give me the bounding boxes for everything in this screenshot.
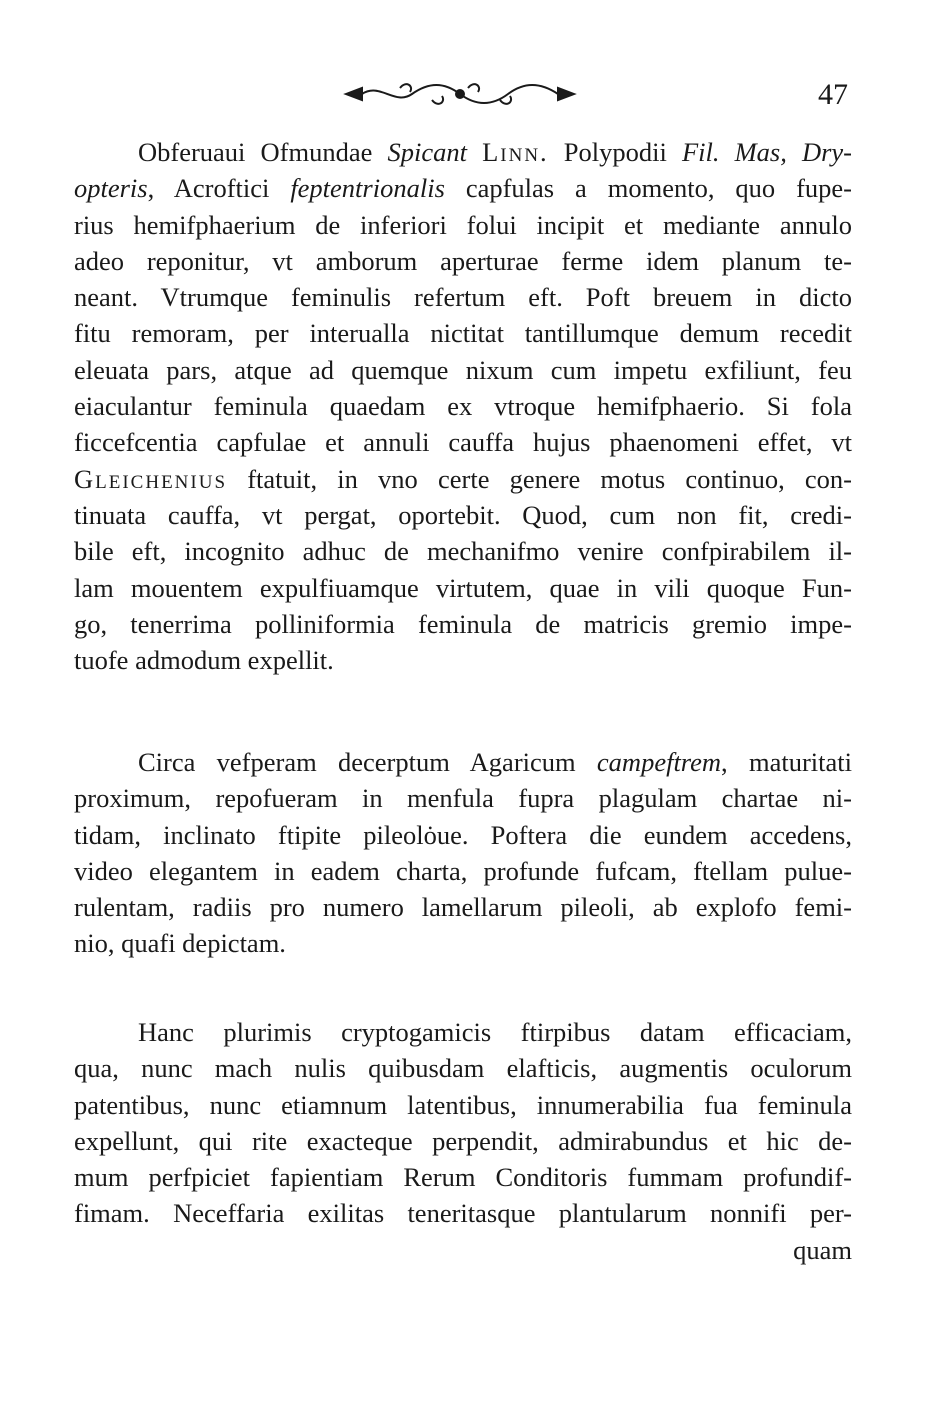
paragraph-2 bbox=[74, 744, 852, 962]
text-run: tinuata cauffa, vt pergat, oportebit. Quod, cum non fit, credi- bbox=[74, 499, 852, 530]
text-run: feptentrionalis bbox=[290, 173, 445, 204]
text-line bbox=[74, 497, 852, 533]
text-run: bile eft, incognito adhuc de mechanifmo venire confpirabilem il- bbox=[74, 536, 852, 567]
text-run bbox=[467, 137, 482, 167]
text-run: patentibus, nunc etiamnum latentibus, innumerabilia fua feminula bbox=[74, 1089, 852, 1120]
text-run: expellunt, qui rite exacteque perpendit, admirabundus et hic de- bbox=[74, 1125, 852, 1156]
text-run: , Acroftici bbox=[147, 173, 291, 204]
text-run: mum perfpiciet fapientiam Rerum Conditoris fummam profundif- bbox=[74, 1162, 852, 1193]
text-line bbox=[74, 1159, 852, 1195]
text-run: nio, quafi depictam. bbox=[74, 928, 286, 959]
text-run: eiaculantur feminula quaedam ex vtroque hemifphaerio. Si fola bbox=[74, 391, 852, 422]
text-line bbox=[74, 1232, 852, 1268]
text-run: fitu remoram, per interualla nictitat tantillumque demum recedit bbox=[74, 318, 852, 349]
text-line bbox=[74, 461, 852, 497]
text-line bbox=[74, 1195, 852, 1231]
text-line bbox=[74, 424, 852, 460]
text-run: Linn. bbox=[482, 137, 549, 167]
text-run: rulentam, radiis pro numero lamellarum pileoli, ab explofo femi- bbox=[74, 892, 852, 923]
text-run: neant. Vtrumque feminulis refertum eft. Poft breuem in dicto bbox=[74, 282, 852, 313]
text-run: Hanc plurimis cryptogamicis ftirpibus datam efficaciam, bbox=[138, 1017, 852, 1047]
text-run: eleuata pars, atque ad quemque nixum cum impetu exfiliunt, feu bbox=[74, 354, 852, 385]
text-run: Obferuaui Ofmundae bbox=[138, 137, 388, 167]
text-run: Polypodii bbox=[548, 137, 682, 167]
text-line bbox=[74, 642, 852, 678]
text-run: tidam, inclinato ftipite pileolȯue. Poftera die eundem accedens, bbox=[74, 819, 852, 850]
text-line bbox=[74, 853, 852, 889]
text-line bbox=[74, 570, 852, 606]
text-run: go, tenerrima polliniformia feminula de matricis gremio impe- bbox=[74, 608, 852, 639]
text-run: opteris bbox=[74, 173, 148, 204]
text-run: ftatuit, in vno certe genere motus continuo, con- bbox=[227, 463, 852, 494]
text-line bbox=[74, 925, 852, 961]
text-line bbox=[74, 533, 852, 569]
text-run: proximum, repofueram in menfula fupra plagulam chartae ni- bbox=[74, 783, 852, 814]
text-run: capfulas a momento, quo fupe- bbox=[444, 173, 853, 204]
text-line bbox=[74, 1123, 852, 1159]
text-run: , maturitati bbox=[721, 747, 852, 777]
text-run: Fil. Mas, Dry- bbox=[681, 137, 853, 167]
text-line bbox=[74, 1087, 852, 1123]
text-line bbox=[74, 744, 852, 780]
text-run: Spicant bbox=[387, 137, 467, 167]
paragraph-1 bbox=[74, 134, 852, 678]
text-run: quam bbox=[793, 1234, 852, 1265]
text-run: Gleichenius bbox=[74, 463, 228, 494]
text-line bbox=[74, 606, 852, 642]
text-run: qua, nunc mach nulis quibusdam elafticis, augmentis oculorum bbox=[74, 1053, 852, 1084]
text-line bbox=[74, 1014, 852, 1050]
header-ornament bbox=[340, 80, 580, 108]
text-run: lam mouentem expulfiuamque virtutem, quae in vili quoque Fun- bbox=[74, 572, 852, 603]
text-run: adeo reponitur, vt amborum aperturae ferme idem planum te- bbox=[74, 245, 852, 276]
text-line bbox=[74, 243, 852, 279]
text-run: rius hemifphaerium de inferiori folui incipit et mediante annulo bbox=[74, 209, 852, 240]
text-line bbox=[74, 817, 852, 853]
text-run: video elegantem in eadem charta, profunde fufcam, ftellam pulue- bbox=[74, 855, 852, 886]
text-line bbox=[74, 207, 852, 243]
paragraph-3 bbox=[74, 1014, 852, 1268]
text-run: tuofe admodum expellit. bbox=[74, 645, 334, 676]
text-run: campeftrem bbox=[596, 747, 722, 777]
page-number: 47 bbox=[818, 78, 848, 111]
text-line bbox=[74, 1050, 852, 1086]
text-line bbox=[74, 170, 852, 206]
text-line bbox=[74, 388, 852, 424]
text-run: fimam. Neceffaria exilitas teneritasque plantularum nonnifi per- bbox=[74, 1198, 852, 1229]
text-run: Circa vefperam decerptum Agaricum bbox=[138, 747, 597, 777]
text-line bbox=[74, 279, 852, 315]
text-line bbox=[74, 134, 852, 170]
text-line bbox=[74, 780, 852, 816]
text-run: ficcefcentia capfulae et annuli cauffa hujus phaenomeni effet, vt bbox=[74, 427, 852, 458]
text-line bbox=[74, 315, 852, 351]
text-line bbox=[74, 889, 852, 925]
text-line bbox=[74, 352, 852, 388]
